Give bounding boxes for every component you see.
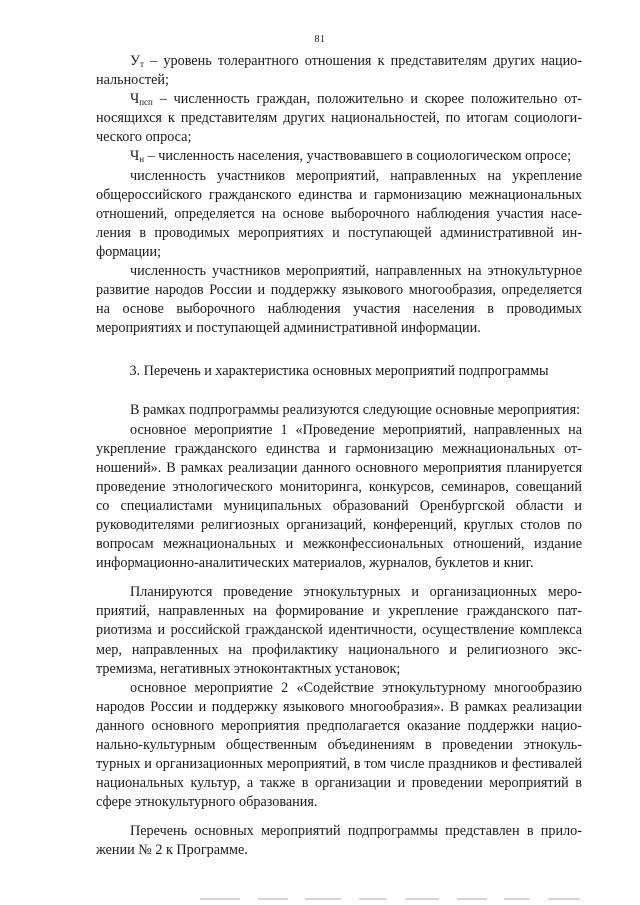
paragraph-intro: В рамках подпрограммы реализуются следующие основные мероприятия: xyxy=(130,402,581,419)
definition-population-count xyxy=(96,147,582,166)
symbol: Ч xyxy=(130,91,140,108)
definition-tolerance-level xyxy=(96,52,582,90)
paragraph-participants-ethnocultural: численность участников мероприятий, направленных на этнокультурное развитие народов России и поддержку языкового многообразия, определяется на основе выборочного наблюдения участия населения в проводимых мероприятиях и поступающей административной информации. xyxy=(96,263,582,337)
definition-positive-count xyxy=(96,90,582,147)
symbol: У xyxy=(130,53,141,69)
symbol-subscript: н xyxy=(139,154,145,165)
document-body xyxy=(96,52,582,861)
definition-text: – численность граждан, положительно и скорее положительно относящихся к представителям других национальностей, по итогам социологического опроса; xyxy=(96,91,582,146)
paragraph-planned-events: Планируются проведение этнокультурных и организационных мероприятий, направленных на формирование и укрепление гражданского патриотизма и российской гражданской идентичности, осуществление комплекса мер, направленных на профилактику национального и религиозного экстремизма, негативных этноконтактных установок; xyxy=(96,584,582,677)
paragraph-list-reference: Перечень основных мероприятий подпрограммы представлен в приложении № 2 к Программе. xyxy=(96,823,582,859)
definition-text: – численность населения, участвовавшего в социологическом опросе; xyxy=(144,148,572,165)
symbol: Ч xyxy=(130,148,140,165)
definition-text: – уровень толерантного отношения к представителям других национальностей; xyxy=(96,53,582,89)
symbol-subscript: псп xyxy=(139,97,153,108)
section-heading: 3. Перечень и характеристика основных мероприятий подпрограммы xyxy=(129,363,549,380)
paragraph-participants-unity: численность участников мероприятий, направленных на укрепление общероссийского гражданского единства и гармонизацию межнациональных отношений, определяется на основе выборочного наблюдения участия населения в проводимых мероприятиях и поступающей административной информации; xyxy=(96,167,582,260)
paragraph-measure-1: основное мероприятие 1 «Проведение мероприятий, направленных на укрепление гражданского единства и гармонизацию межнациональных отношений». В рамках реализации данного основного мероприятия планируется проведение этнологического мониторинга, конкурсов, семинаров, совещаний со специалистами муниципальных образований Оренбургской области и руководителями религиозных организаций, конференций, круглых столов по вопросам межнациональных и межконфессиональных отношений, издание информационно-аналитических материалов, журналов, буклетов и книг. xyxy=(96,421,582,572)
scan-artifact xyxy=(200,898,580,902)
paragraph-measure-2: основное мероприятие 2 «Содействие этнокультурному многообразию народов России и поддержку языкового многообразия». В рамках реализации данного основного мероприятия предполагается оказание поддержки национально-культурным общественным объединениям в проведении этнокультурных и организационных мероприятий, в том числе праздников и фестивалей национальных культур, а также в организации и проведении мероприятий в сфере этнокультурного образования. xyxy=(96,679,582,811)
symbol-subscript: т xyxy=(140,59,144,69)
page-number: 81 xyxy=(314,34,326,45)
